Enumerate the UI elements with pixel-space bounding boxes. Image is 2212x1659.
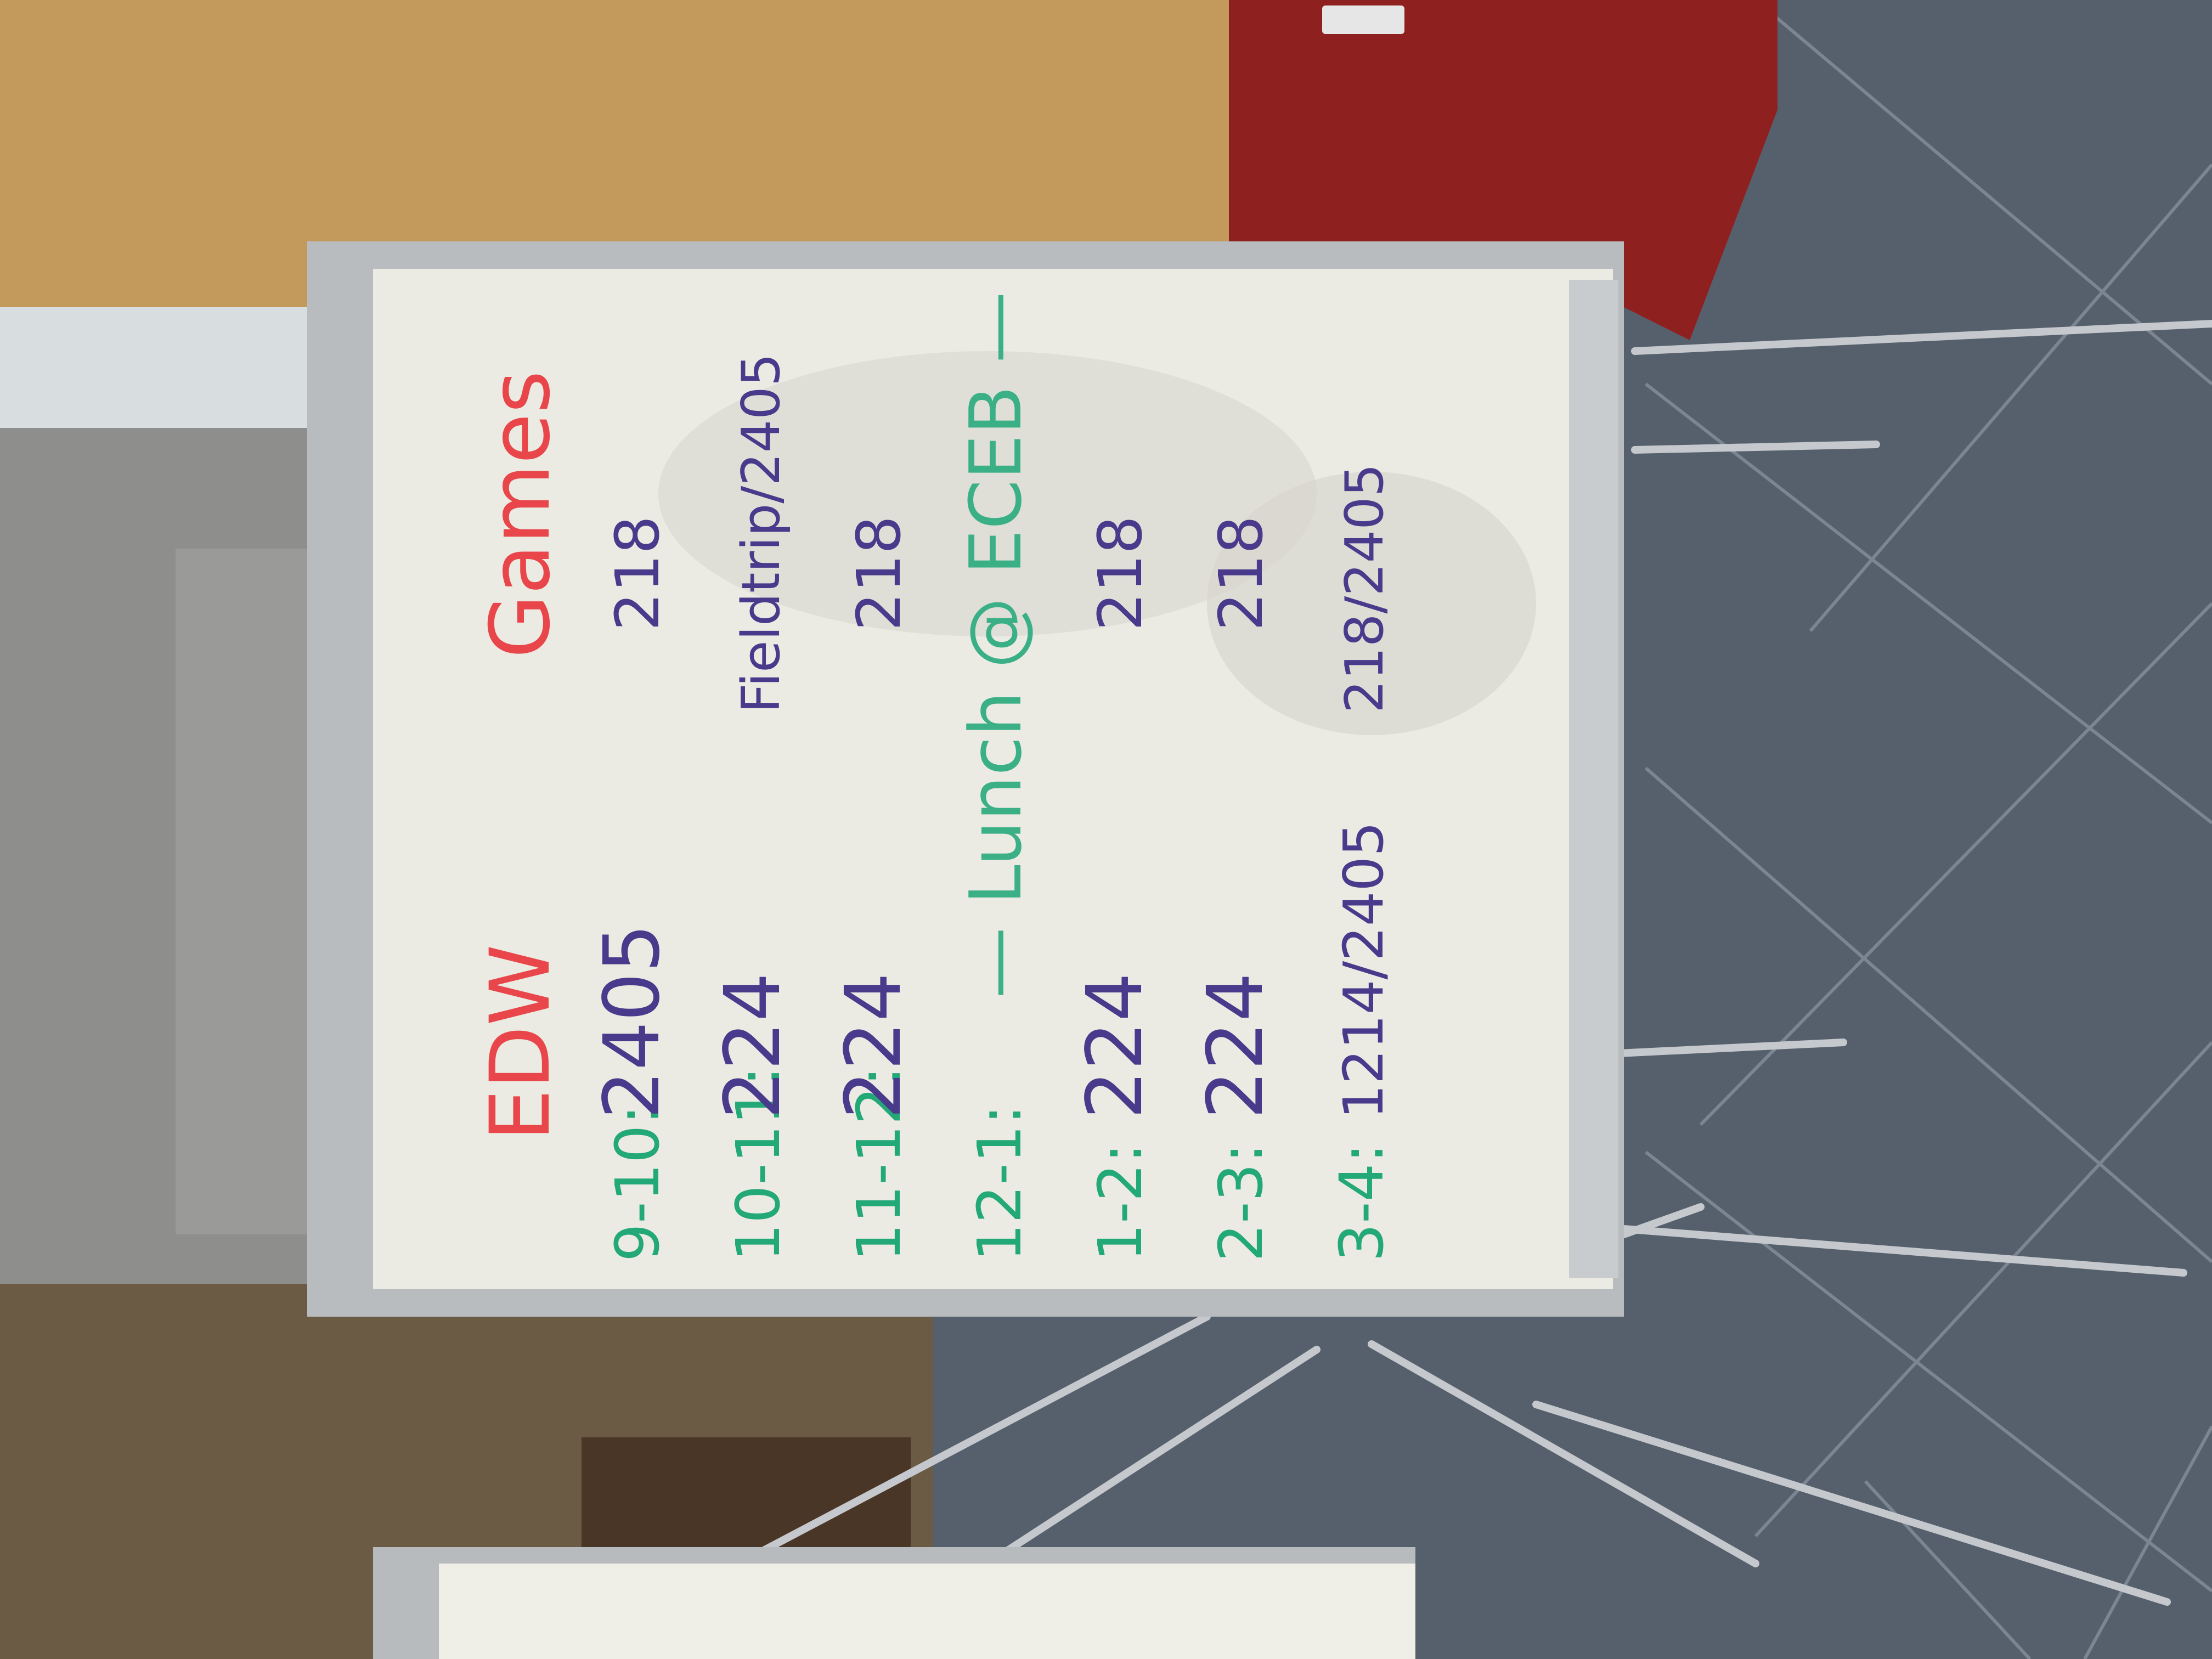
- games-room: Fieldtrip/2405: [731, 353, 792, 713]
- frame-bottom-rail: [1569, 280, 1618, 1278]
- window-light: [0, 307, 329, 428]
- edw-room: 224: [1070, 972, 1160, 1119]
- games-room: 218/2405: [1335, 463, 1395, 713]
- games-room: 218: [1206, 516, 1276, 631]
- header-edw: EDW: [473, 944, 568, 1141]
- time-slot: 10-11:: [723, 1066, 793, 1262]
- edw-room: 224: [708, 972, 798, 1119]
- wall-outlet: [1322, 5, 1404, 34]
- time-slot: 9-10:: [602, 1104, 673, 1262]
- edw-room: 1214/2405: [1331, 821, 1396, 1119]
- edw-room: 2405: [588, 923, 677, 1119]
- games-room: 218: [844, 516, 914, 631]
- edw-room: 224: [829, 972, 918, 1119]
- second-whiteboard: [439, 1564, 1415, 1659]
- time-slot: 11-12:: [844, 1066, 914, 1262]
- header-games: Games: [473, 370, 568, 658]
- time-slot: 3-4:: [1327, 1143, 1397, 1262]
- edw-room: 224: [1191, 972, 1280, 1119]
- games-room: 218: [1085, 516, 1155, 631]
- time-slot: 12-1:: [964, 1104, 1035, 1262]
- games-room: 218: [602, 516, 673, 631]
- lunch-note: — Lunch @ ECEB —: [954, 291, 1037, 998]
- time-slot: 2-3:: [1206, 1143, 1276, 1262]
- time-slot: 1-2:: [1085, 1143, 1155, 1262]
